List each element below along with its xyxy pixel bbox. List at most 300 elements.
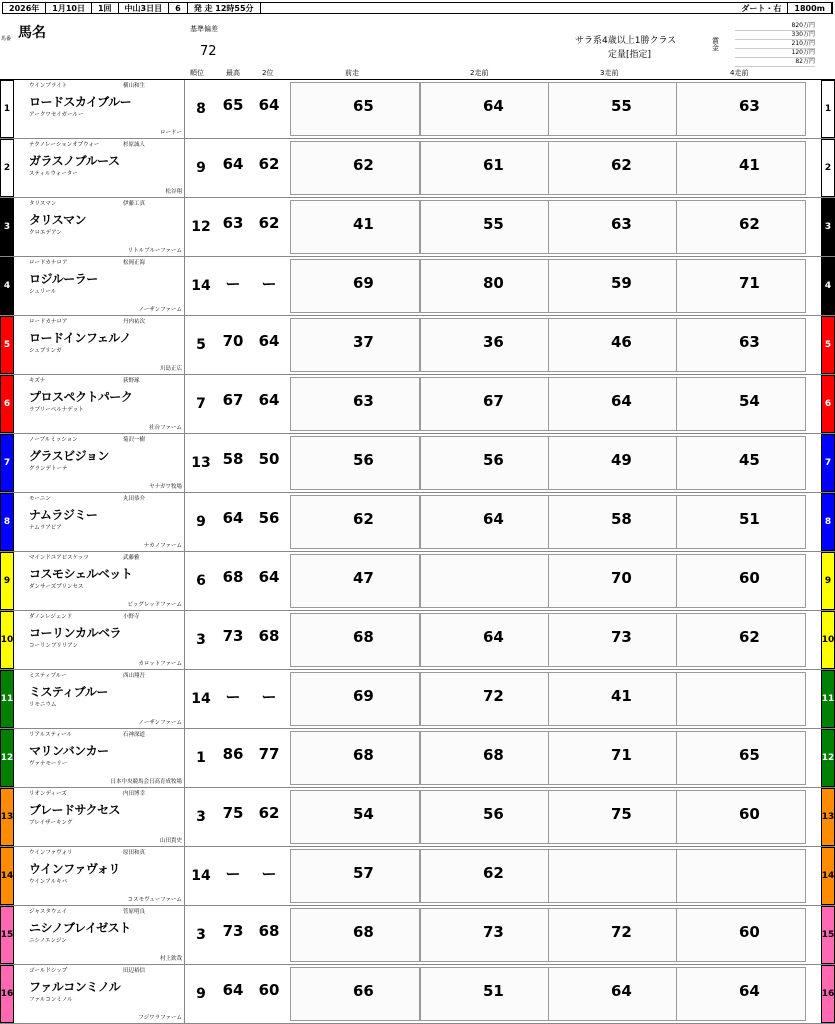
past-race-1 bbox=[290, 82, 420, 136]
horse-row[interactable] bbox=[0, 139, 835, 198]
race-number: 6 bbox=[169, 3, 188, 13]
horse-row[interactable] bbox=[0, 434, 835, 493]
race-index: 68 bbox=[353, 628, 374, 646]
race-course: ダート・右 bbox=[735, 3, 788, 13]
owner-name: 山田貴史 bbox=[159, 838, 182, 844]
col-prev2: 2走前 bbox=[470, 69, 489, 77]
horse-name[interactable]: マリンバンカー bbox=[29, 744, 109, 758]
owner-name: ナカノファーム bbox=[143, 543, 182, 549]
sire-name: モーニン bbox=[29, 496, 51, 502]
past-race-2 bbox=[420, 672, 550, 726]
best-index: 58 bbox=[222, 450, 244, 468]
dam-name: ブレイザーキング bbox=[29, 820, 73, 826]
dam-name: ラブリーベルナデット bbox=[29, 407, 84, 413]
past-race-4 bbox=[676, 436, 806, 490]
past-race-4 bbox=[676, 495, 806, 549]
race-index: 57 bbox=[353, 864, 374, 882]
past-race-1 bbox=[290, 141, 420, 195]
owner-name: ノーザンファーム bbox=[138, 307, 182, 313]
best-index: ー bbox=[225, 275, 241, 293]
horse-name[interactable]: ロジルーラー bbox=[29, 272, 98, 286]
past-race-1 bbox=[290, 318, 420, 372]
horse-number: 15 bbox=[0, 906, 14, 964]
race-index: 61 bbox=[483, 156, 504, 174]
horse-number-right: 16 bbox=[821, 965, 835, 1023]
horse-number-right: 6 bbox=[821, 375, 835, 433]
jockey-name: 丸田恭介 bbox=[123, 496, 146, 502]
past-race-4 bbox=[676, 200, 806, 254]
rank-value: 14 bbox=[191, 278, 211, 294]
sire-name: タリスマン bbox=[29, 201, 57, 207]
dam-name: ウインアルキバ bbox=[29, 879, 68, 885]
horse-row[interactable] bbox=[0, 788, 835, 847]
second-index: 62 bbox=[258, 214, 280, 232]
horse-info bbox=[15, 611, 185, 669]
rank-value: 9 bbox=[196, 986, 206, 1002]
race-index: 41 bbox=[353, 215, 374, 233]
horse-name[interactable]: タリスマン bbox=[29, 213, 87, 227]
race-index: 54 bbox=[739, 392, 760, 410]
dam-name: ダンサーズプリンセス bbox=[29, 584, 84, 590]
best-index: 73 bbox=[222, 627, 244, 645]
second-index: ー bbox=[261, 275, 277, 293]
race-index: 72 bbox=[483, 687, 504, 705]
horse-info bbox=[15, 434, 185, 492]
race-year: 2026年 bbox=[3, 3, 46, 13]
sire-name: キズナ bbox=[29, 378, 46, 384]
horse-info bbox=[15, 257, 185, 315]
jockey-name: 松岡正海 bbox=[123, 260, 146, 266]
second-index: 62 bbox=[258, 155, 280, 173]
past-race-4 bbox=[676, 259, 806, 313]
past-race-2 bbox=[420, 141, 550, 195]
jockey-name: 菅原明良 bbox=[123, 909, 146, 915]
horse-info bbox=[15, 375, 185, 433]
race-start: 発 走 12時55分 bbox=[188, 3, 261, 13]
sire-name: テクノレーションオプウォー bbox=[29, 142, 100, 148]
dam-name: アークワセイガールー bbox=[29, 112, 84, 118]
past-race-1 bbox=[290, 436, 420, 490]
owner-name: カロットファーム bbox=[138, 661, 182, 667]
horse-row[interactable] bbox=[0, 965, 835, 1024]
horse-number-right: 14 bbox=[821, 847, 835, 905]
best-index: ー bbox=[225, 688, 241, 706]
horse-row[interactable] bbox=[0, 552, 835, 611]
col-best: 最高 bbox=[226, 69, 240, 77]
past-race-4 bbox=[676, 82, 806, 136]
past-race-3 bbox=[548, 731, 678, 785]
horse-number-right: 7 bbox=[821, 434, 835, 492]
best-index: 64 bbox=[222, 981, 244, 999]
best-index: 68 bbox=[222, 568, 244, 586]
horse-info bbox=[15, 316, 185, 374]
prize-item: 820万円 bbox=[735, 22, 815, 31]
second-index: 68 bbox=[258, 627, 280, 645]
horse-info bbox=[15, 847, 185, 905]
past-race-1 bbox=[290, 554, 420, 608]
best-index: 86 bbox=[222, 745, 244, 763]
col-second: 2位 bbox=[262, 69, 274, 77]
race-index: 62 bbox=[353, 510, 374, 528]
race-index: 62 bbox=[739, 628, 760, 646]
second-index: 62 bbox=[258, 804, 280, 822]
horse-number: 6 bbox=[0, 375, 14, 433]
prize-item: 120万円 bbox=[735, 49, 815, 58]
horse-number: 2 bbox=[0, 139, 14, 197]
race-index: 66 bbox=[353, 982, 374, 1000]
race-weight: 定量[指定] bbox=[608, 50, 652, 60]
past-race-2 bbox=[420, 495, 550, 549]
race-index: 80 bbox=[483, 274, 504, 292]
race-distance: 1800m bbox=[788, 3, 832, 13]
label-prize: 賞金 bbox=[712, 37, 719, 52]
race-index: 65 bbox=[739, 746, 760, 764]
horse-row[interactable] bbox=[0, 670, 835, 729]
dam-name: ナムラアビア bbox=[29, 525, 62, 531]
horse-row[interactable] bbox=[0, 729, 835, 788]
past-race-4 bbox=[676, 849, 806, 903]
owner-name: 日本中央競馬会日高育成牧場 bbox=[110, 779, 182, 785]
race-index: 56 bbox=[483, 451, 504, 469]
past-race-1 bbox=[290, 377, 420, 431]
owner-name: フジワラファーム bbox=[138, 1015, 182, 1021]
owner-name: コスモヴューファーム bbox=[127, 897, 182, 903]
horse-row[interactable] bbox=[0, 611, 835, 670]
race-round: 1回 bbox=[92, 3, 119, 13]
horse-number-right: 12 bbox=[821, 729, 835, 787]
sire-name: ノーブルミッション bbox=[29, 437, 78, 443]
horse-info bbox=[15, 906, 185, 964]
jockey-name: 丹内祐次 bbox=[123, 319, 146, 325]
horse-name[interactable]: ファルコンミノル bbox=[29, 980, 121, 994]
past-race-3 bbox=[548, 436, 678, 490]
horse-number: 4 bbox=[0, 257, 14, 315]
horse-info bbox=[15, 788, 185, 846]
race-index: 55 bbox=[611, 97, 632, 115]
past-race-2 bbox=[420, 849, 550, 903]
past-race-2 bbox=[420, 200, 550, 254]
past-race-1 bbox=[290, 731, 420, 785]
past-race-1 bbox=[290, 967, 420, 1021]
owner-name: ノーザンファーム bbox=[138, 720, 182, 726]
sire-name: マインドユアビスケッツ bbox=[29, 555, 89, 561]
race-index: 72 bbox=[611, 923, 632, 941]
horse-row[interactable] bbox=[0, 198, 835, 257]
rank-value: 8 bbox=[196, 101, 206, 117]
race-index: 56 bbox=[483, 805, 504, 823]
horse-number: 9 bbox=[0, 552, 14, 610]
horse-number-right: 4 bbox=[821, 257, 835, 315]
horse-name[interactable]: ミスティブルー bbox=[29, 685, 108, 699]
horse-number: 12 bbox=[0, 729, 14, 787]
race-index: 71 bbox=[739, 274, 760, 292]
horse-name[interactable]: グラスビジョン bbox=[29, 449, 109, 463]
race-index: 51 bbox=[483, 982, 504, 1000]
horse-row[interactable] bbox=[0, 257, 835, 316]
past-race-4 bbox=[676, 731, 806, 785]
dam-name: スティルウォーター bbox=[29, 171, 78, 177]
jockey-name: 内田博幸 bbox=[123, 791, 146, 797]
past-race-3 bbox=[548, 672, 678, 726]
race-index: 63 bbox=[739, 333, 760, 351]
horse-name[interactable]: コーリンカルベラ bbox=[29, 626, 122, 640]
prize-list bbox=[735, 22, 815, 67]
best-index: 75 bbox=[222, 804, 244, 822]
horse-number-right: 11 bbox=[821, 670, 835, 728]
jockey-name: 横山和生 bbox=[123, 83, 146, 89]
second-index: 64 bbox=[258, 568, 280, 586]
jockey-name: 菊沢一樹 bbox=[123, 437, 146, 443]
dam-name: クロエデアン bbox=[29, 230, 62, 236]
owner-name: 村上欽哉 bbox=[159, 956, 182, 962]
race-header bbox=[0, 0, 835, 80]
race-index: 41 bbox=[611, 687, 632, 705]
horse-number: 1 bbox=[0, 80, 14, 138]
past-race-3 bbox=[548, 554, 678, 608]
horse-number: 13 bbox=[0, 788, 14, 846]
horse-name[interactable]: ロードスカイブルー bbox=[29, 95, 132, 109]
past-race-1 bbox=[290, 672, 420, 726]
race-index: 60 bbox=[739, 805, 760, 823]
sire-name: ウインファヴォリ bbox=[29, 850, 73, 856]
rank-value: 1 bbox=[196, 750, 206, 766]
past-race-4 bbox=[676, 967, 806, 1021]
horse-name[interactable]: ニシノブレイゼスト bbox=[29, 921, 131, 935]
race-index: 49 bbox=[611, 451, 632, 469]
horse-name[interactable]: ガラスノブルース bbox=[29, 154, 120, 168]
horse-number-right: 1 bbox=[821, 80, 835, 138]
race-title-bar bbox=[2, 2, 833, 14]
second-index: ー bbox=[261, 688, 277, 706]
best-index: 73 bbox=[222, 922, 244, 940]
horse-number-right: 8 bbox=[821, 493, 835, 551]
horse-row[interactable] bbox=[0, 80, 835, 139]
race-index: 68 bbox=[353, 923, 374, 941]
best-index: 64 bbox=[222, 509, 244, 527]
race-index: 62 bbox=[483, 864, 504, 882]
second-index: 64 bbox=[258, 332, 280, 350]
past-race-3 bbox=[548, 259, 678, 313]
label-base: 基準偏差 bbox=[190, 25, 218, 33]
race-index: 51 bbox=[739, 510, 760, 528]
horse-number-right: 5 bbox=[821, 316, 835, 374]
race-index: 64 bbox=[611, 982, 632, 1000]
dam-name: ニシノエンジン bbox=[29, 938, 67, 944]
prize-item: 210万円 bbox=[735, 40, 815, 49]
race-index: 46 bbox=[611, 333, 632, 351]
race-index: 55 bbox=[483, 215, 504, 233]
horse-info bbox=[15, 493, 185, 551]
past-race-4 bbox=[676, 377, 806, 431]
race-index: 73 bbox=[483, 923, 504, 941]
horse-number-right: 3 bbox=[821, 198, 835, 256]
jockey-name: 石神深道 bbox=[123, 732, 146, 738]
past-race-4 bbox=[676, 554, 806, 608]
sire-name: ウインブライト bbox=[29, 83, 68, 89]
horse-number-right: 9 bbox=[821, 552, 835, 610]
jockey-name: 伊藤工真 bbox=[123, 201, 146, 207]
rank-value: 6 bbox=[196, 573, 206, 589]
jockey-name: 小野寺 bbox=[123, 614, 140, 620]
best-index: 63 bbox=[222, 214, 244, 232]
rank-value: 3 bbox=[196, 632, 206, 648]
best-index: 70 bbox=[222, 332, 244, 350]
past-race-2 bbox=[420, 554, 550, 608]
second-index: 64 bbox=[258, 391, 280, 409]
owner-name: ビッグレッドファーム bbox=[127, 602, 182, 608]
horse-name[interactable]: ロードインフェルノ bbox=[29, 331, 131, 345]
past-race-1 bbox=[290, 495, 420, 549]
rank-value: 7 bbox=[196, 396, 206, 412]
past-race-2 bbox=[420, 908, 550, 962]
best-index: 67 bbox=[222, 391, 244, 409]
past-race-3 bbox=[548, 200, 678, 254]
base-value: 72 bbox=[200, 44, 217, 59]
past-race-3 bbox=[548, 141, 678, 195]
horse-row[interactable] bbox=[0, 493, 835, 552]
horse-name[interactable]: ウインファヴォリ bbox=[29, 862, 120, 876]
past-race-3 bbox=[548, 908, 678, 962]
jockey-name: 武藤雅 bbox=[123, 555, 140, 561]
horse-info bbox=[15, 139, 185, 197]
past-race-4 bbox=[676, 613, 806, 667]
past-race-3 bbox=[548, 790, 678, 844]
jockey-name: 原田和真 bbox=[123, 850, 146, 856]
race-index: 69 bbox=[353, 274, 374, 292]
rank-value: 9 bbox=[196, 514, 206, 530]
best-index: ー bbox=[225, 865, 241, 883]
sire-name: ミスティブルー bbox=[29, 673, 67, 679]
past-race-2 bbox=[420, 731, 550, 785]
horse-info bbox=[15, 198, 185, 256]
horse-number: 5 bbox=[0, 316, 14, 374]
race-index: 36 bbox=[483, 333, 504, 351]
rank-value: 13 bbox=[191, 455, 211, 471]
horse-name[interactable]: コスモシェルベット bbox=[29, 567, 133, 581]
best-index: 64 bbox=[222, 155, 244, 173]
past-race-1 bbox=[290, 200, 420, 254]
race-index: 59 bbox=[611, 274, 632, 292]
second-index: 64 bbox=[258, 96, 280, 114]
race-index: 67 bbox=[483, 392, 504, 410]
dam-name: コーリンブリリアン bbox=[29, 643, 79, 649]
race-index: 68 bbox=[483, 746, 504, 764]
race-index: 73 bbox=[611, 628, 632, 646]
past-race-2 bbox=[420, 259, 550, 313]
race-index: 41 bbox=[739, 156, 760, 174]
horse-name[interactable]: プロスペクトパーク bbox=[29, 390, 133, 404]
horse-number-right: 10 bbox=[821, 611, 835, 669]
past-race-3 bbox=[548, 613, 678, 667]
horse-number: 16 bbox=[0, 965, 14, 1023]
horse-name[interactable]: ナムラジミー bbox=[29, 508, 98, 522]
owner-name: 川島正広 bbox=[159, 366, 182, 372]
label-horse: 馬名 bbox=[18, 25, 46, 41]
rank-value: 14 bbox=[191, 868, 211, 884]
past-race-2 bbox=[420, 967, 550, 1021]
race-index: 45 bbox=[739, 451, 760, 469]
jockey-name: 田辺裕信 bbox=[123, 968, 146, 974]
horse-row[interactable] bbox=[0, 375, 835, 434]
sire-name: ロードカナロア bbox=[29, 319, 68, 325]
race-index: 64 bbox=[611, 392, 632, 410]
race-index: 63 bbox=[611, 215, 632, 233]
horse-number: 8 bbox=[0, 493, 14, 551]
dam-name: リモニウム bbox=[29, 702, 57, 708]
race-index: 62 bbox=[739, 215, 760, 233]
race-index: 64 bbox=[483, 510, 504, 528]
past-race-2 bbox=[420, 377, 550, 431]
horse-row[interactable] bbox=[0, 847, 835, 906]
horse-number-right: 15 bbox=[821, 906, 835, 964]
past-race-1 bbox=[290, 908, 420, 962]
race-index: 64 bbox=[483, 97, 504, 115]
col-rank: 順位 bbox=[190, 69, 204, 77]
owner-name: 松谷翔 bbox=[165, 189, 182, 195]
rank-value: 3 bbox=[196, 809, 206, 825]
sire-name: リアルスティール bbox=[29, 732, 72, 738]
horse-info bbox=[15, 729, 185, 787]
sire-name: ゴールドシップ bbox=[29, 968, 68, 974]
past-race-4 bbox=[676, 790, 806, 844]
rank-value: 5 bbox=[196, 337, 206, 353]
owner-name: ヤナガワ牧場 bbox=[149, 484, 182, 490]
race-class: サラ系4歳以上1勝クラス bbox=[575, 36, 677, 46]
rank-value: 12 bbox=[191, 219, 211, 235]
sire-name: ジャスタウェイ bbox=[29, 909, 68, 915]
past-race-3 bbox=[548, 82, 678, 136]
second-index: 60 bbox=[258, 981, 280, 999]
horse-info bbox=[15, 965, 185, 1023]
jockey-name: 西山翔吾 bbox=[123, 673, 146, 679]
prize-item: 82万円 bbox=[735, 58, 815, 67]
past-race-3 bbox=[548, 849, 678, 903]
race-index: 68 bbox=[353, 746, 374, 764]
past-race-2 bbox=[420, 790, 550, 844]
race-venue: 中山3日目 bbox=[119, 3, 170, 13]
second-index: 56 bbox=[258, 509, 280, 527]
horse-row[interactable] bbox=[0, 906, 835, 965]
owner-name: リトルブルーファーム bbox=[127, 248, 182, 254]
past-race-2 bbox=[420, 318, 550, 372]
past-race-1 bbox=[290, 259, 420, 313]
owner-name: ロードー bbox=[159, 130, 182, 136]
rank-value: 14 bbox=[191, 691, 211, 707]
race-index: 60 bbox=[739, 923, 760, 941]
horse-info bbox=[15, 80, 185, 138]
dam-name: シュプリンガ bbox=[29, 348, 62, 354]
second-index: 50 bbox=[258, 450, 280, 468]
race-index: 37 bbox=[353, 333, 374, 351]
past-race-1 bbox=[290, 849, 420, 903]
race-index: 58 bbox=[611, 510, 632, 528]
sire-name: ダノンレジェンド bbox=[29, 614, 73, 620]
race-index: 64 bbox=[483, 628, 504, 646]
second-index: 68 bbox=[258, 922, 280, 940]
past-race-2 bbox=[420, 613, 550, 667]
past-race-4 bbox=[676, 908, 806, 962]
past-race-3 bbox=[548, 495, 678, 549]
horse-number: 3 bbox=[0, 198, 14, 256]
horse-number: 14 bbox=[0, 847, 14, 905]
horse-name[interactable]: ブレードサクセス bbox=[29, 803, 121, 817]
horse-row[interactable] bbox=[0, 316, 835, 375]
horse-info bbox=[15, 670, 185, 728]
label-horse-number: 馬番 bbox=[1, 36, 12, 42]
col-prev3: 3走前 bbox=[600, 69, 619, 77]
owner-name: 社台ファーム bbox=[149, 425, 182, 431]
horse-number: 11 bbox=[0, 670, 14, 728]
